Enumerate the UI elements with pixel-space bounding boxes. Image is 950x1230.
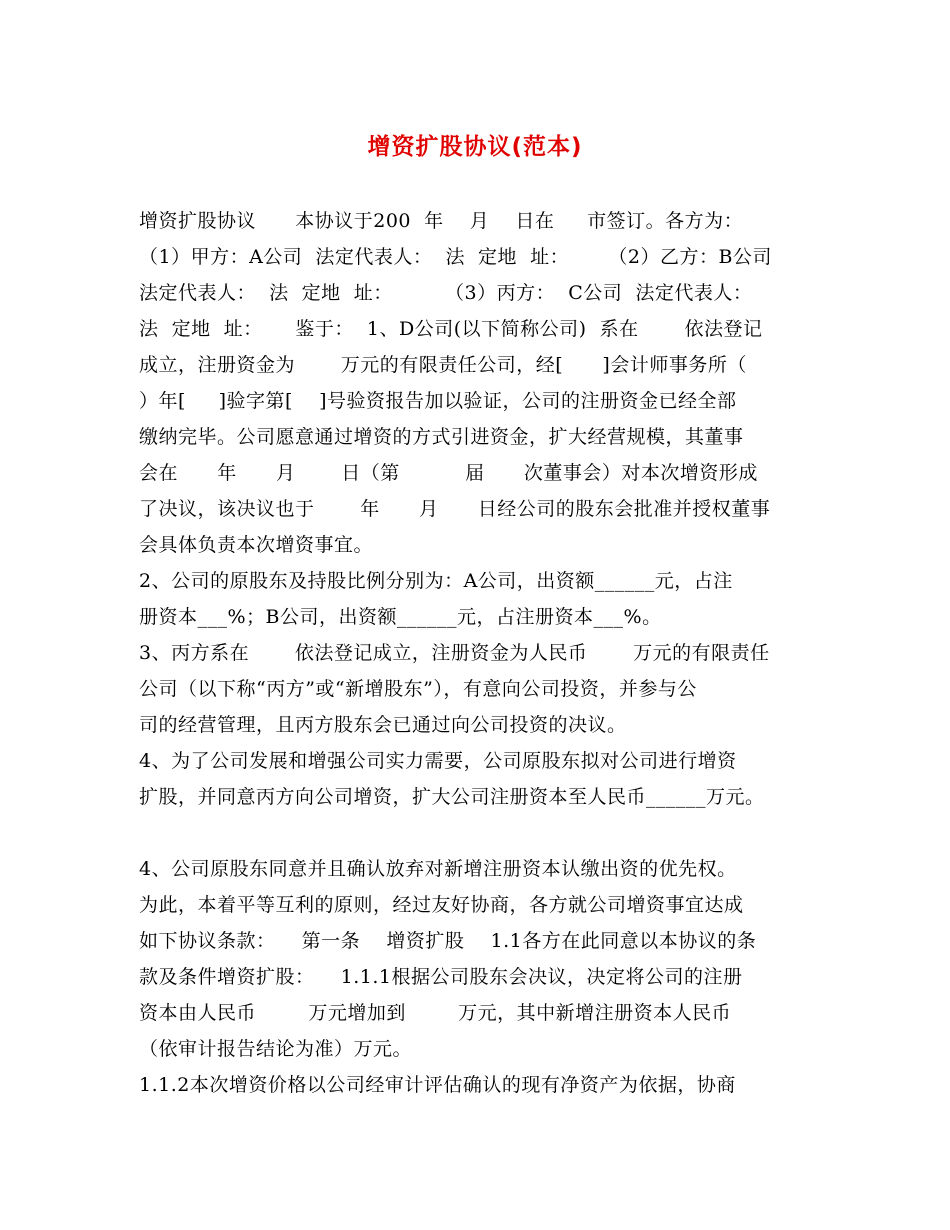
body-line: 法 定地 址： 鉴于： 1、D公司(以下简称公司) 系在 依法登记 <box>139 318 763 340</box>
body-line: 4、公司原股东同意并且确认放弃对新增注册资本认缴出资的优先权。 <box>139 858 737 880</box>
body-line: 2、公司的原股东及持股比例分别为：A公司，出资额______元，占注 <box>139 570 733 592</box>
body-line: 了决议，该决议也于 年 月 日经公司的股东会批准并授权董事 <box>139 498 771 520</box>
body-line: 成立，注册资金为 万元的有限责任公司，经[ ]会计师事务所（ <box>139 354 747 376</box>
body-line: 缴纳完毕。公司愿意通过增资的方式引进资金，扩大经营规模，其董事 <box>139 426 744 448</box>
body-line: 法定代表人： 法 定地 址： （3）丙方： C公司 法定代表人： <box>139 282 753 304</box>
body-line: 如下协议条款： 第一条 增资扩股 1.1各方在此同意以本协议的条 <box>139 930 757 952</box>
body-line: 公司（以下称“丙方”或“新增股东”），有意向公司投资，并参与公 <box>139 678 697 700</box>
body-line: 扩股，并同意丙方向公司增资，扩大公司注册资本至人民币______万元。 <box>139 786 765 808</box>
body-line: 册资本___%；B公司，出资额______元，占注册资本___%。 <box>139 606 662 628</box>
paragraph-gap <box>139 815 829 851</box>
body-line: 3、丙方系在 依法登记成立，注册资金为人民币 万元的有限责任 <box>139 642 770 664</box>
body-line: 4、为了公司发展和增强公司实力需要，公司原股东拟对公司进行增资 <box>139 750 737 772</box>
body-line: 司的经营管理，且丙方股东会已通过向公司投资的决议。 <box>139 714 627 736</box>
body-line: （依审计报告结论为准）万元。 <box>139 1038 413 1060</box>
document-body <box>139 203 829 1103</box>
body-line: 会在 年 月 日（第 届 次董事会）对本次增资形成 <box>139 462 758 484</box>
body-line: 为此，本着平等互利的原则，经过友好协商，各方就公司增资事宜达成 <box>139 894 744 916</box>
body-line: ）年[ ]验字第[ ]号验资报告加以验证，公司的注册资金已经全部 <box>139 390 737 412</box>
body-line: 会具体负责本次增资事宜。 <box>139 534 374 556</box>
body-line: 款及条件增资扩股： 1.1.1根据公司股东会决议，决定将公司的注册 <box>139 966 743 988</box>
body-line: 1.1.2本次增资价格以公司经审计评估确认的现有净资产为依据，协商 <box>139 1074 736 1096</box>
body-line: （1）甲方：A公司 法定代表人： 法 定地 址： （2）乙方：B公司 <box>139 246 772 268</box>
document-title: 增资扩股协议(范本) <box>367 134 583 160</box>
body-line: 资本由人民币 万元增加到 万元，其中新增注册资本人民币 <box>139 1002 732 1024</box>
body-line: 增资扩股协议 本协议于200 年 月 日在 市签订。各方为： <box>139 210 744 232</box>
